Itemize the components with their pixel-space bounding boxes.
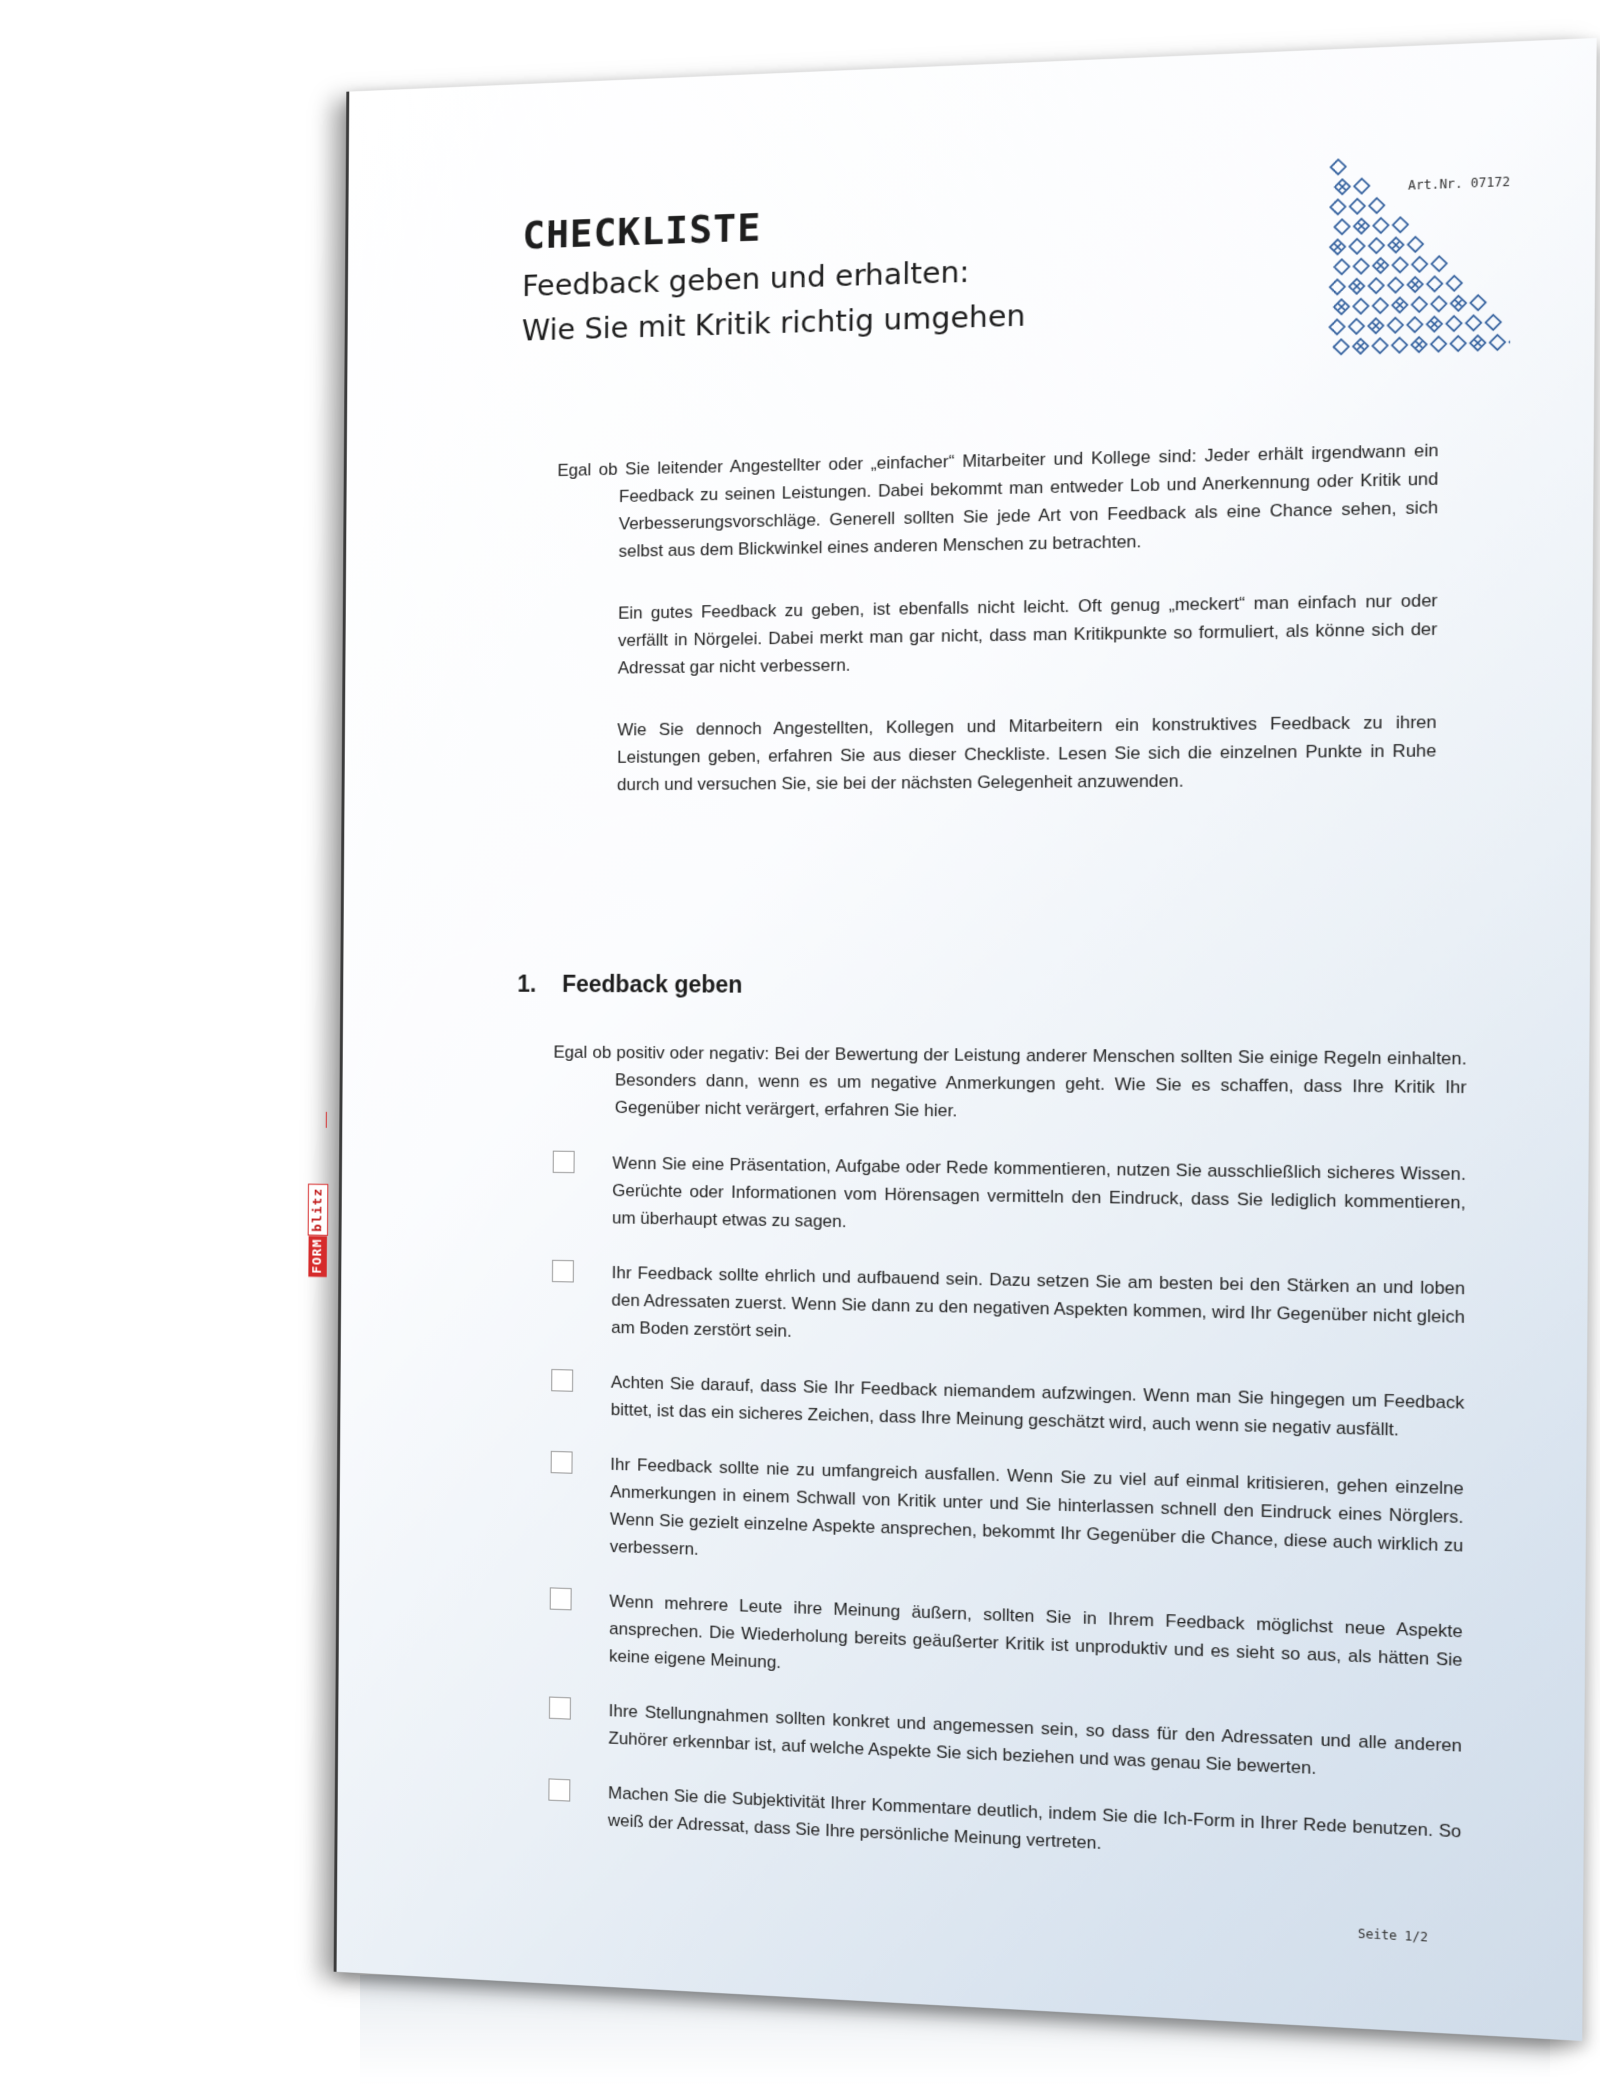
checklist-item — [548, 1776, 1461, 1874]
checklist-item-text: Machen Sie die Subjektivität Ihrer Kommentare deutlich, indem Sie die Ich-Form in Ihrer Rede benutzen. So weiß der Adressat, dass Sie Ihre persönliche Meinung vertreten. — [607, 1783, 1462, 1854]
intro-paragraph-1: Egal ob Sie leitender Angestellter oder „einfacher“ Mitarbeiter und Kollege sind: Jeder erhält irgendwann ein Feedback zu seinen Leistungen. Dabei bekommt man entweder Lob und Anerkennung oder Kritik und Verbesserungsvorschläge. Generell sollten Sie jede Art von Feedback als eine Chance sehen, sich selbst aus dem Blickwinkel eines anderen Menschen zu betrachten. — [557, 440, 1439, 561]
page-number: Seite 1/2 — [1357, 1926, 1429, 1945]
logo-part-blitz: blitz — [307, 1183, 328, 1235]
checklist-item — [550, 1449, 1464, 1589]
document-title: CHECKLISTE — [522, 204, 762, 258]
checklist-item-text: Ihr Feedback sollte nie zu umfangreich ausfallen. Wenn Sie zu viel auf einmal kritisieren, gehen einzelne Anmerkungen in einem Schwall von Kritik unter und Sie hinterlassen schnell den Eindruck eines Nörglers. Wenn Sie gezielt einzelne Aspekte ansprechen, bekommt Ihr Gegenüber die Chance, diese auch wirklich zu verbessern. — [609, 1454, 1464, 1559]
section-intro — [553, 1038, 1467, 1166]
checklist-item — [551, 1367, 1464, 1446]
checklist-checkbox[interactable] — [553, 1151, 575, 1174]
logo-rule — [326, 1112, 327, 1128]
checklist-checkbox[interactable] — [552, 1260, 574, 1283]
checklist — [548, 1149, 1466, 1903]
document-subtitle — [522, 243, 1155, 353]
checklist-item — [552, 1149, 1466, 1246]
section-title: Feedback geben — [562, 970, 743, 998]
checklist-item-text: Wenn Sie eine Präsentation, Aufgabe oder Rede kommentieren, nutzen Sie ausschließlich sicheres Wissen. Gerüchte oder Informationen vom Hörensagen vermitteln den Eindruck, dass Sie lediglich kommentieren, um überhaupt etwas zu sagen. — [611, 1153, 1467, 1232]
checklist-item-text: Achten Sie darauf, dass Sie Ihr Feedback niemandem aufzwingen. Wenn man Sie hingegen um Feedback bittet, ist das ein sicheres Zeichen, dass Ihre Meinung geschätzt wird, auch wenn sie negativ ausfällt. — [610, 1372, 1465, 1440]
checklist-checkbox[interactable] — [551, 1369, 573, 1392]
checklist-item-text: Ihre Stellungnahmen sollten konkret und angemessen sein, so dass für den Adressaten und alle anderen Zuhörer erkennbar ist, auf welche Aspekte Sie sich beziehen und was genau Sie bewerten. — [608, 1700, 1462, 1779]
checklist-item — [552, 1258, 1466, 1360]
checklist-item — [549, 1585, 1463, 1703]
document-page — [309, 38, 1597, 2041]
intro-paragraph-2: Ein gutes Feedback zu geben, ist ebenfalls nicht leicht. Oft genug „meckert“ man einfach nur oder verfällt in Nörgelei. Dabei merkt man gar nicht, dass man Kritikpunkte so formuliert, als könne sich der Adressat gar nicht verbessern. — [617, 590, 1438, 678]
checklist-checkbox[interactable] — [549, 1697, 571, 1720]
checklist-checkbox[interactable] — [550, 1587, 572, 1610]
checklist-item — [549, 1694, 1462, 1788]
subtitle-line-1: Feedback geben und erhalten: — [522, 253, 970, 304]
checklist-checkbox[interactable] — [551, 1451, 573, 1474]
checkbox-pattern-icon — [1326, 152, 1511, 369]
subtitle-line-2: Wie Sie mit Kritik richtig umgehen — [521, 297, 1026, 348]
intro-section — [555, 436, 1439, 833]
section-heading — [517, 971, 742, 999]
formblitz-logo — [306, 1127, 328, 1277]
article-number: Art.Nr. 07172 — [1408, 174, 1511, 193]
section-number: 1. — [517, 970, 537, 997]
intro-paragraph-3: Wie Sie dennoch Angestellten, Kollegen und Mitarbeitern ein konstruktives Feedback zu ihren Leistungen geben, erfahren Sie aus dieser Checkliste. Lesen Sie sich die einzelnen Punkte in Ruhe durch und versuchen Sie, sie bei der nächsten Gelegenheit anzuwenden. — [616, 712, 1437, 795]
logo-part-form: FORM — [308, 1235, 327, 1277]
section-intro-text: Egal ob positiv oder negativ: Bei der Bewertung der Leistung anderer Menschen sollten Sie einige Regeln einhalten. Besonders dann, wenn es um negative Anmerkungen geht. Wie Sie es schaffen, dass Ihre Kritik Ihr Gegenüber nicht verärgert, erfahren Sie hier. — [553, 1042, 1467, 1121]
checklist-item-text: Ihr Feedback sollte ehrlich und aufbauend sein. Dazu setzen Sie am besten bei den Stärken an und loben den Adressaten zuerst. Wenn Sie dann zu den negativen Aspekten kommen, wird Ihr Gegenüber nicht gleich am Boden zerstört sein. — [611, 1262, 1466, 1341]
checklist-item-text: Wenn mehrere Leute ihre Meinung äußern, sollten Sie in Ihrem Feedback möglichst neue Aspekte ansprechen. Die Wiederholung bereits geäußerter Kritik ist unproduktiv und es sieht so aus, als hätten Sie keine eigene Meinung. — [608, 1591, 1463, 1673]
checklist-checkbox[interactable] — [548, 1778, 570, 1801]
